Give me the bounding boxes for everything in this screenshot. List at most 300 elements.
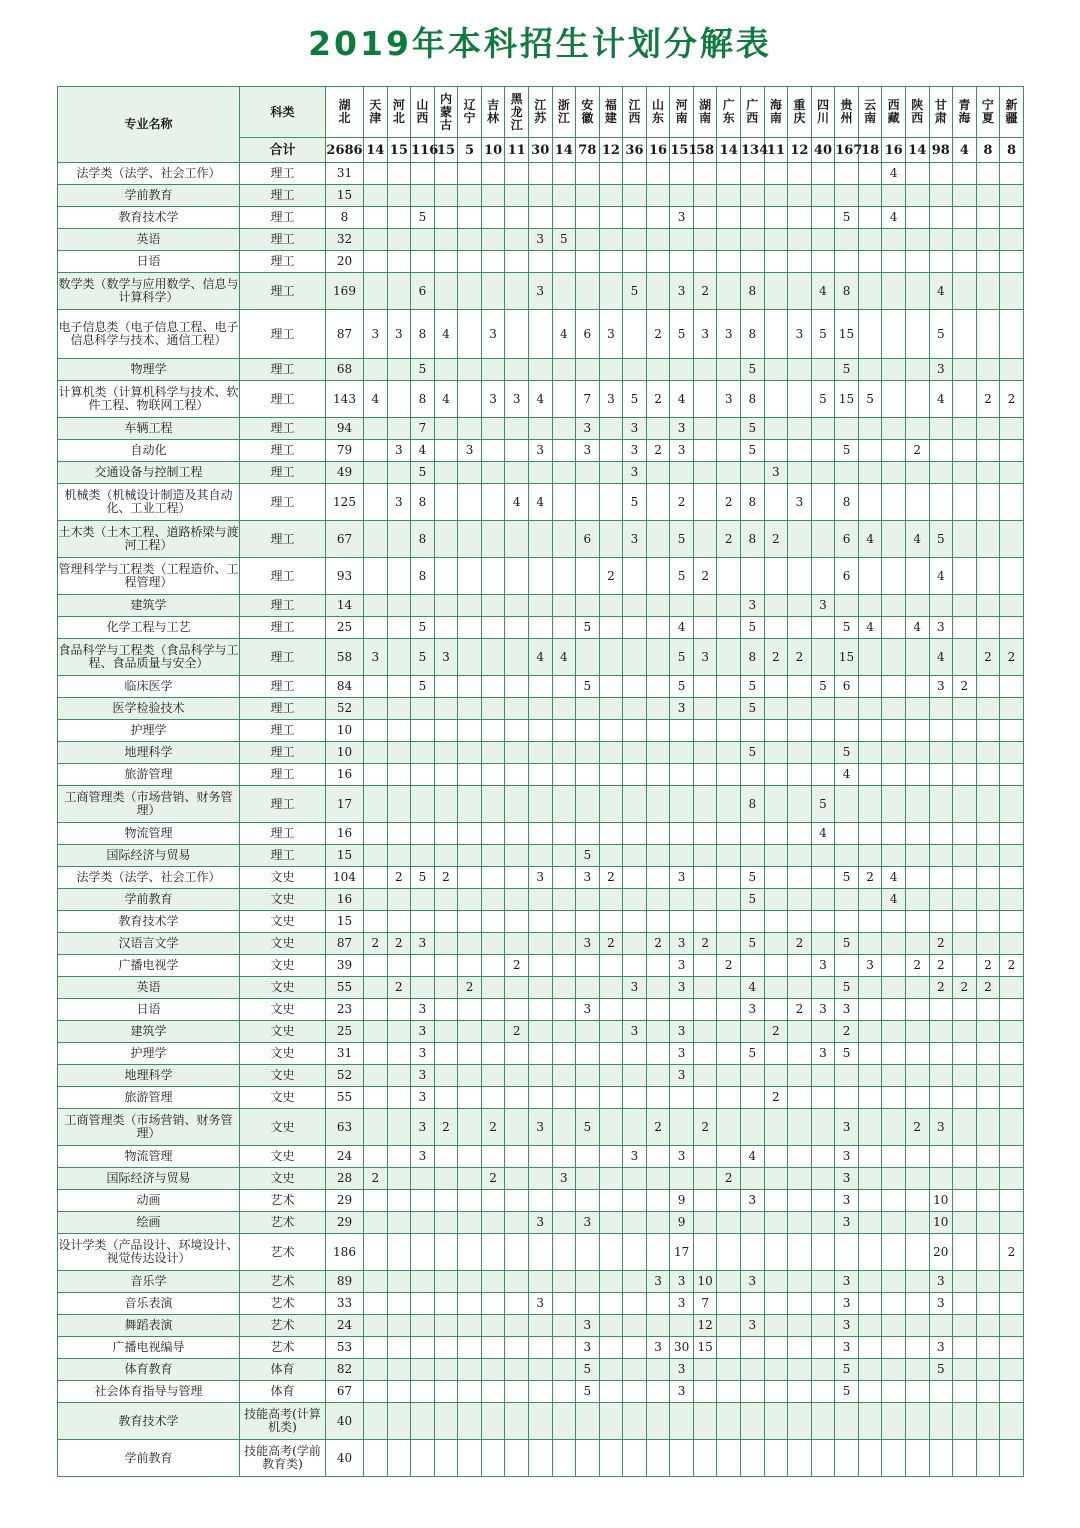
quota-cell bbox=[646, 1403, 670, 1440]
quota-cell: 4 bbox=[905, 617, 929, 639]
quota-cell bbox=[481, 251, 505, 273]
category: 文史 bbox=[240, 977, 326, 999]
quota-cell bbox=[552, 359, 576, 381]
table-row bbox=[58, 786, 1024, 823]
quota-cell bbox=[717, 764, 741, 786]
major-name: 物流管理 bbox=[58, 1146, 240, 1168]
quota-cell bbox=[953, 310, 977, 359]
row-total: 82 bbox=[326, 1359, 364, 1381]
quota-cell: 2 bbox=[505, 1021, 529, 1043]
quota-cell bbox=[788, 1381, 812, 1403]
quota-cell bbox=[788, 676, 812, 698]
row-total: 68 bbox=[326, 359, 364, 381]
quota-cell bbox=[623, 1315, 647, 1337]
row-total: 16 bbox=[326, 764, 364, 786]
quota-cell bbox=[929, 229, 953, 251]
quota-cell bbox=[646, 207, 670, 229]
quota-cell: 5 bbox=[623, 381, 647, 418]
row-total: 25 bbox=[326, 617, 364, 639]
quota-cell bbox=[434, 1146, 458, 1168]
quota-cell bbox=[411, 1403, 435, 1440]
major-name: 护理学 bbox=[58, 720, 240, 742]
table-row bbox=[58, 1043, 1024, 1065]
quota-cell bbox=[882, 381, 906, 418]
quota-cell bbox=[458, 418, 482, 440]
header-province bbox=[576, 87, 600, 138]
quota-cell: 3 bbox=[835, 1337, 859, 1359]
quota-cell bbox=[481, 1021, 505, 1043]
quota-cell bbox=[481, 1403, 505, 1440]
quota-cell: 5 bbox=[835, 933, 859, 955]
province-label: 黑 龙 江 bbox=[510, 91, 523, 132]
quota-cell: 7 bbox=[576, 381, 600, 418]
quota-cell bbox=[976, 911, 1000, 933]
quota-cell bbox=[434, 273, 458, 310]
quota-cell bbox=[835, 229, 859, 251]
quota-cell: 3 bbox=[670, 207, 694, 229]
quota-cell: 2 bbox=[387, 867, 411, 889]
quota-cell bbox=[835, 911, 859, 933]
quota-cell bbox=[599, 1440, 623, 1477]
quota-cell bbox=[717, 1212, 741, 1234]
category: 理工 bbox=[240, 418, 326, 440]
quota-cell: 8 bbox=[411, 558, 435, 595]
quota-cell: 4 bbox=[434, 381, 458, 418]
quota-cell: 2 bbox=[693, 558, 717, 595]
quota-cell: 5 bbox=[858, 381, 882, 418]
quota-cell: 2 bbox=[788, 999, 812, 1021]
quota-cell: 4 bbox=[882, 207, 906, 229]
quota-cell bbox=[599, 1065, 623, 1087]
quota-cell: 3 bbox=[929, 1293, 953, 1315]
quota-cell bbox=[434, 1021, 458, 1043]
quota-cell bbox=[905, 1021, 929, 1043]
quota-cell bbox=[364, 1337, 388, 1359]
quota-cell bbox=[717, 229, 741, 251]
category: 文史 bbox=[240, 889, 326, 911]
quota-cell bbox=[929, 1440, 953, 1477]
quota-cell: 2 bbox=[646, 440, 670, 462]
province-label: 天 津 bbox=[369, 98, 382, 125]
quota-cell bbox=[788, 1065, 812, 1087]
quota-cell bbox=[623, 1065, 647, 1087]
quota-cell bbox=[387, 639, 411, 676]
quota-cell bbox=[811, 977, 835, 999]
province-total: 12 bbox=[788, 138, 812, 163]
quota-cell bbox=[552, 1293, 576, 1315]
quota-cell bbox=[788, 1212, 812, 1234]
quota-cell: 7 bbox=[693, 1293, 717, 1315]
quota-cell bbox=[599, 462, 623, 484]
quota-cell bbox=[693, 1190, 717, 1212]
quota-cell bbox=[741, 1109, 765, 1146]
quota-cell: 4 bbox=[882, 889, 906, 911]
quota-cell bbox=[811, 1271, 835, 1293]
quota-cell: 3 bbox=[811, 999, 835, 1021]
quota-cell bbox=[599, 720, 623, 742]
quota-cell bbox=[364, 1315, 388, 1337]
quota-cell bbox=[646, 595, 670, 617]
quota-cell: 5 bbox=[741, 1043, 765, 1065]
quota-cell bbox=[788, 698, 812, 720]
quota-cell bbox=[528, 823, 552, 845]
quota-cell bbox=[364, 955, 388, 977]
quota-cell bbox=[788, 1234, 812, 1271]
province-label: 安 徽 bbox=[581, 98, 594, 125]
table-row bbox=[58, 359, 1024, 381]
row-total: 29 bbox=[326, 1212, 364, 1234]
quota-cell bbox=[387, 786, 411, 823]
quota-cell bbox=[717, 867, 741, 889]
quota-cell bbox=[599, 229, 623, 251]
quota-cell bbox=[623, 845, 647, 867]
quota-cell bbox=[976, 617, 1000, 639]
quota-cell: 4 bbox=[905, 521, 929, 558]
quota-cell bbox=[858, 1440, 882, 1477]
province-label: 新 疆 bbox=[1005, 98, 1018, 125]
quota-cell bbox=[811, 698, 835, 720]
quota-cell bbox=[929, 1403, 953, 1440]
quota-cell bbox=[387, 207, 411, 229]
quota-cell bbox=[882, 273, 906, 310]
table-row bbox=[58, 889, 1024, 911]
quota-cell bbox=[458, 462, 482, 484]
quota-cell bbox=[434, 359, 458, 381]
category: 艺术 bbox=[240, 1337, 326, 1359]
quota-cell: 5 bbox=[811, 786, 835, 823]
quota-cell bbox=[1000, 359, 1024, 381]
quota-cell bbox=[576, 163, 600, 185]
quota-cell bbox=[458, 1087, 482, 1109]
quota-cell: 3 bbox=[646, 1271, 670, 1293]
quota-cell bbox=[788, 911, 812, 933]
quota-cell bbox=[693, 1381, 717, 1403]
quota-cell: 8 bbox=[741, 639, 765, 676]
major-name: 英语 bbox=[58, 977, 240, 999]
quota-cell: 3 bbox=[576, 999, 600, 1021]
quota-cell bbox=[505, 764, 529, 786]
quota-cell: 5 bbox=[835, 1043, 859, 1065]
quota-cell bbox=[693, 359, 717, 381]
quota-cell: 3 bbox=[693, 639, 717, 676]
major-name: 电子信息类（电子信息工程、电子信息科学与技术、通信工程） bbox=[58, 310, 240, 359]
quota-cell bbox=[764, 786, 788, 823]
province-label: 贵 州 bbox=[840, 98, 853, 125]
category: 理工 bbox=[240, 676, 326, 698]
quota-cell bbox=[905, 207, 929, 229]
quota-cell: 3 bbox=[387, 484, 411, 521]
quota-cell bbox=[858, 720, 882, 742]
quota-cell bbox=[528, 1087, 552, 1109]
quota-cell bbox=[764, 1212, 788, 1234]
quota-cell bbox=[364, 1109, 388, 1146]
quota-cell bbox=[811, 207, 835, 229]
quota-cell bbox=[528, 521, 552, 558]
quota-cell bbox=[481, 359, 505, 381]
quota-cell bbox=[693, 823, 717, 845]
province-total: 16 bbox=[882, 138, 906, 163]
quota-cell bbox=[858, 1293, 882, 1315]
quota-cell bbox=[858, 1109, 882, 1146]
quota-cell bbox=[976, 1315, 1000, 1337]
quota-cell bbox=[858, 1043, 882, 1065]
header-province bbox=[364, 87, 388, 138]
quota-cell bbox=[811, 251, 835, 273]
quota-cell bbox=[953, 889, 977, 911]
major-name: 法学类（法学、社会工作） bbox=[58, 163, 240, 185]
quota-cell bbox=[976, 889, 1000, 911]
row-total: 93 bbox=[326, 558, 364, 595]
quota-cell bbox=[976, 251, 1000, 273]
quota-cell bbox=[552, 676, 576, 698]
quota-cell bbox=[576, 823, 600, 845]
quota-cell bbox=[905, 1315, 929, 1337]
quota-cell: 3 bbox=[576, 1212, 600, 1234]
quota-cell bbox=[929, 742, 953, 764]
quota-cell bbox=[764, 1234, 788, 1271]
quota-cell bbox=[717, 163, 741, 185]
quota-cell: 2 bbox=[929, 933, 953, 955]
quota-cell bbox=[905, 1168, 929, 1190]
quota-cell bbox=[364, 1087, 388, 1109]
table-row bbox=[58, 207, 1024, 229]
quota-cell bbox=[505, 1293, 529, 1315]
quota-cell: 3 bbox=[646, 1337, 670, 1359]
quota-cell bbox=[788, 1271, 812, 1293]
quota-cell bbox=[811, 359, 835, 381]
quota-cell bbox=[646, 698, 670, 720]
quota-cell bbox=[835, 1234, 859, 1271]
quota-cell bbox=[882, 1109, 906, 1146]
quota-cell bbox=[976, 867, 1000, 889]
quota-cell: 3 bbox=[411, 1109, 435, 1146]
quota-cell bbox=[552, 617, 576, 639]
row-total: 186 bbox=[326, 1234, 364, 1271]
quota-cell bbox=[976, 1168, 1000, 1190]
category: 理工 bbox=[240, 310, 326, 359]
quota-cell bbox=[481, 999, 505, 1021]
quota-cell: 3 bbox=[741, 595, 765, 617]
quota-cell bbox=[387, 229, 411, 251]
quota-cell bbox=[646, 1359, 670, 1381]
quota-cell bbox=[858, 698, 882, 720]
table-body bbox=[58, 163, 1024, 1477]
quota-cell bbox=[505, 1065, 529, 1087]
category: 文史 bbox=[240, 911, 326, 933]
quota-cell bbox=[811, 418, 835, 440]
quota-cell bbox=[1000, 1212, 1024, 1234]
province-total: 14 bbox=[364, 138, 388, 163]
province-label: 内 蒙 古 bbox=[439, 91, 452, 132]
major-name: 舞蹈表演 bbox=[58, 1315, 240, 1337]
quota-cell: 3 bbox=[505, 381, 529, 418]
major-name: 绘画 bbox=[58, 1212, 240, 1234]
quota-cell: 3 bbox=[670, 273, 694, 310]
quota-cell bbox=[858, 977, 882, 999]
quota-cell bbox=[764, 251, 788, 273]
quota-cell bbox=[929, 484, 953, 521]
quota-cell bbox=[528, 185, 552, 207]
quota-cell bbox=[411, 1293, 435, 1315]
quota-cell bbox=[434, 1212, 458, 1234]
quota-cell bbox=[929, 1315, 953, 1337]
quota-cell: 2 bbox=[929, 955, 953, 977]
quota-cell bbox=[717, 1109, 741, 1146]
quota-cell bbox=[764, 889, 788, 911]
quota-cell bbox=[387, 595, 411, 617]
category: 艺术 bbox=[240, 1234, 326, 1271]
quota-cell bbox=[552, 462, 576, 484]
quota-cell: 5 bbox=[741, 933, 765, 955]
quota-cell bbox=[670, 1109, 694, 1146]
quota-cell bbox=[976, 1440, 1000, 1477]
quota-cell bbox=[788, 462, 812, 484]
quota-cell bbox=[458, 1109, 482, 1146]
category: 文史 bbox=[240, 1043, 326, 1065]
quota-cell bbox=[788, 845, 812, 867]
row-total: 24 bbox=[326, 1146, 364, 1168]
quota-cell bbox=[481, 462, 505, 484]
category: 艺术 bbox=[240, 1212, 326, 1234]
quota-cell bbox=[976, 163, 1000, 185]
quota-cell bbox=[764, 1271, 788, 1293]
quota-cell bbox=[599, 521, 623, 558]
quota-cell: 3 bbox=[387, 310, 411, 359]
quota-cell bbox=[858, 1146, 882, 1168]
quota-cell bbox=[976, 933, 1000, 955]
quota-cell bbox=[953, 1293, 977, 1315]
quota-cell: 5 bbox=[576, 1109, 600, 1146]
quota-cell bbox=[528, 1146, 552, 1168]
province-label: 辽 宁 bbox=[463, 98, 476, 125]
quota-cell: 2 bbox=[1000, 639, 1024, 676]
row-total: 52 bbox=[326, 698, 364, 720]
quota-cell: 6 bbox=[411, 273, 435, 310]
quota-cell bbox=[788, 418, 812, 440]
quota-cell bbox=[717, 742, 741, 764]
quota-cell bbox=[976, 229, 1000, 251]
quota-cell bbox=[953, 521, 977, 558]
quota-cell bbox=[764, 558, 788, 595]
quota-cell bbox=[646, 229, 670, 251]
quota-cell: 5 bbox=[411, 867, 435, 889]
header-province bbox=[764, 87, 788, 138]
quota-cell: 5 bbox=[670, 310, 694, 359]
quota-cell bbox=[882, 1337, 906, 1359]
quota-cell bbox=[1000, 1337, 1024, 1359]
quota-cell: 2 bbox=[835, 1021, 859, 1043]
major-name: 音乐表演 bbox=[58, 1293, 240, 1315]
quota-cell bbox=[788, 617, 812, 639]
quota-cell bbox=[764, 676, 788, 698]
quota-cell: 15 bbox=[693, 1337, 717, 1359]
quota-cell bbox=[670, 1087, 694, 1109]
quota-cell bbox=[788, 359, 812, 381]
row-total: 143 bbox=[326, 381, 364, 418]
quota-cell: 5 bbox=[411, 207, 435, 229]
quota-cell bbox=[505, 933, 529, 955]
quota-cell bbox=[623, 1440, 647, 1477]
quota-cell bbox=[481, 933, 505, 955]
quota-cell: 4 bbox=[505, 484, 529, 521]
quota-cell bbox=[693, 955, 717, 977]
quota-cell: 5 bbox=[741, 676, 765, 698]
quota-cell bbox=[858, 359, 882, 381]
row-total: 15 bbox=[326, 911, 364, 933]
quota-cell bbox=[905, 1440, 929, 1477]
quota-cell bbox=[882, 1021, 906, 1043]
quota-cell bbox=[364, 558, 388, 595]
category: 理工 bbox=[240, 742, 326, 764]
major-name: 日语 bbox=[58, 999, 240, 1021]
quota-cell: 4 bbox=[741, 1146, 765, 1168]
quota-cell bbox=[953, 617, 977, 639]
quota-cell bbox=[693, 185, 717, 207]
quota-cell bbox=[623, 1359, 647, 1381]
quota-cell bbox=[623, 933, 647, 955]
quota-cell: 2 bbox=[717, 1168, 741, 1190]
quota-cell bbox=[458, 273, 482, 310]
table-row bbox=[58, 1381, 1024, 1403]
quota-cell: 5 bbox=[411, 462, 435, 484]
quota-cell bbox=[858, 207, 882, 229]
quota-cell bbox=[953, 867, 977, 889]
quota-cell: 3 bbox=[623, 1021, 647, 1043]
row-total: 53 bbox=[326, 1337, 364, 1359]
quota-cell bbox=[623, 251, 647, 273]
quota-cell bbox=[882, 933, 906, 955]
quota-cell bbox=[646, 999, 670, 1021]
category: 理工 bbox=[240, 845, 326, 867]
quota-cell bbox=[481, 955, 505, 977]
quota-cell bbox=[1000, 251, 1024, 273]
major-name: 广播电视编导 bbox=[58, 1337, 240, 1359]
quota-cell bbox=[929, 207, 953, 229]
quota-cell bbox=[599, 742, 623, 764]
quota-cell bbox=[505, 273, 529, 310]
quota-cell: 3 bbox=[811, 595, 835, 617]
quota-cell bbox=[481, 1234, 505, 1271]
quota-cell: 15 bbox=[835, 381, 859, 418]
quota-cell: 2 bbox=[434, 1109, 458, 1146]
province-label: 甘 肃 bbox=[934, 98, 947, 125]
quota-cell bbox=[411, 229, 435, 251]
quota-cell bbox=[764, 163, 788, 185]
table-row bbox=[58, 229, 1024, 251]
quota-cell bbox=[953, 1271, 977, 1293]
quota-cell bbox=[811, 1293, 835, 1315]
quota-cell bbox=[905, 889, 929, 911]
province-total: 167 bbox=[835, 138, 859, 163]
quota-cell bbox=[528, 207, 552, 229]
quota-cell bbox=[811, 1146, 835, 1168]
table-row bbox=[58, 933, 1024, 955]
quota-cell bbox=[905, 911, 929, 933]
quota-cell bbox=[505, 676, 529, 698]
category: 体育 bbox=[240, 1359, 326, 1381]
quota-cell bbox=[858, 845, 882, 867]
major-name: 学前教育 bbox=[58, 889, 240, 911]
row-total: 55 bbox=[326, 977, 364, 999]
quota-cell bbox=[976, 1293, 1000, 1315]
category: 理工 bbox=[240, 251, 326, 273]
quota-cell bbox=[1000, 1043, 1024, 1065]
quota-cell bbox=[670, 163, 694, 185]
table-row bbox=[58, 1440, 1024, 1477]
quota-cell bbox=[1000, 1146, 1024, 1168]
category: 理工 bbox=[240, 521, 326, 558]
quota-cell: 8 bbox=[835, 484, 859, 521]
